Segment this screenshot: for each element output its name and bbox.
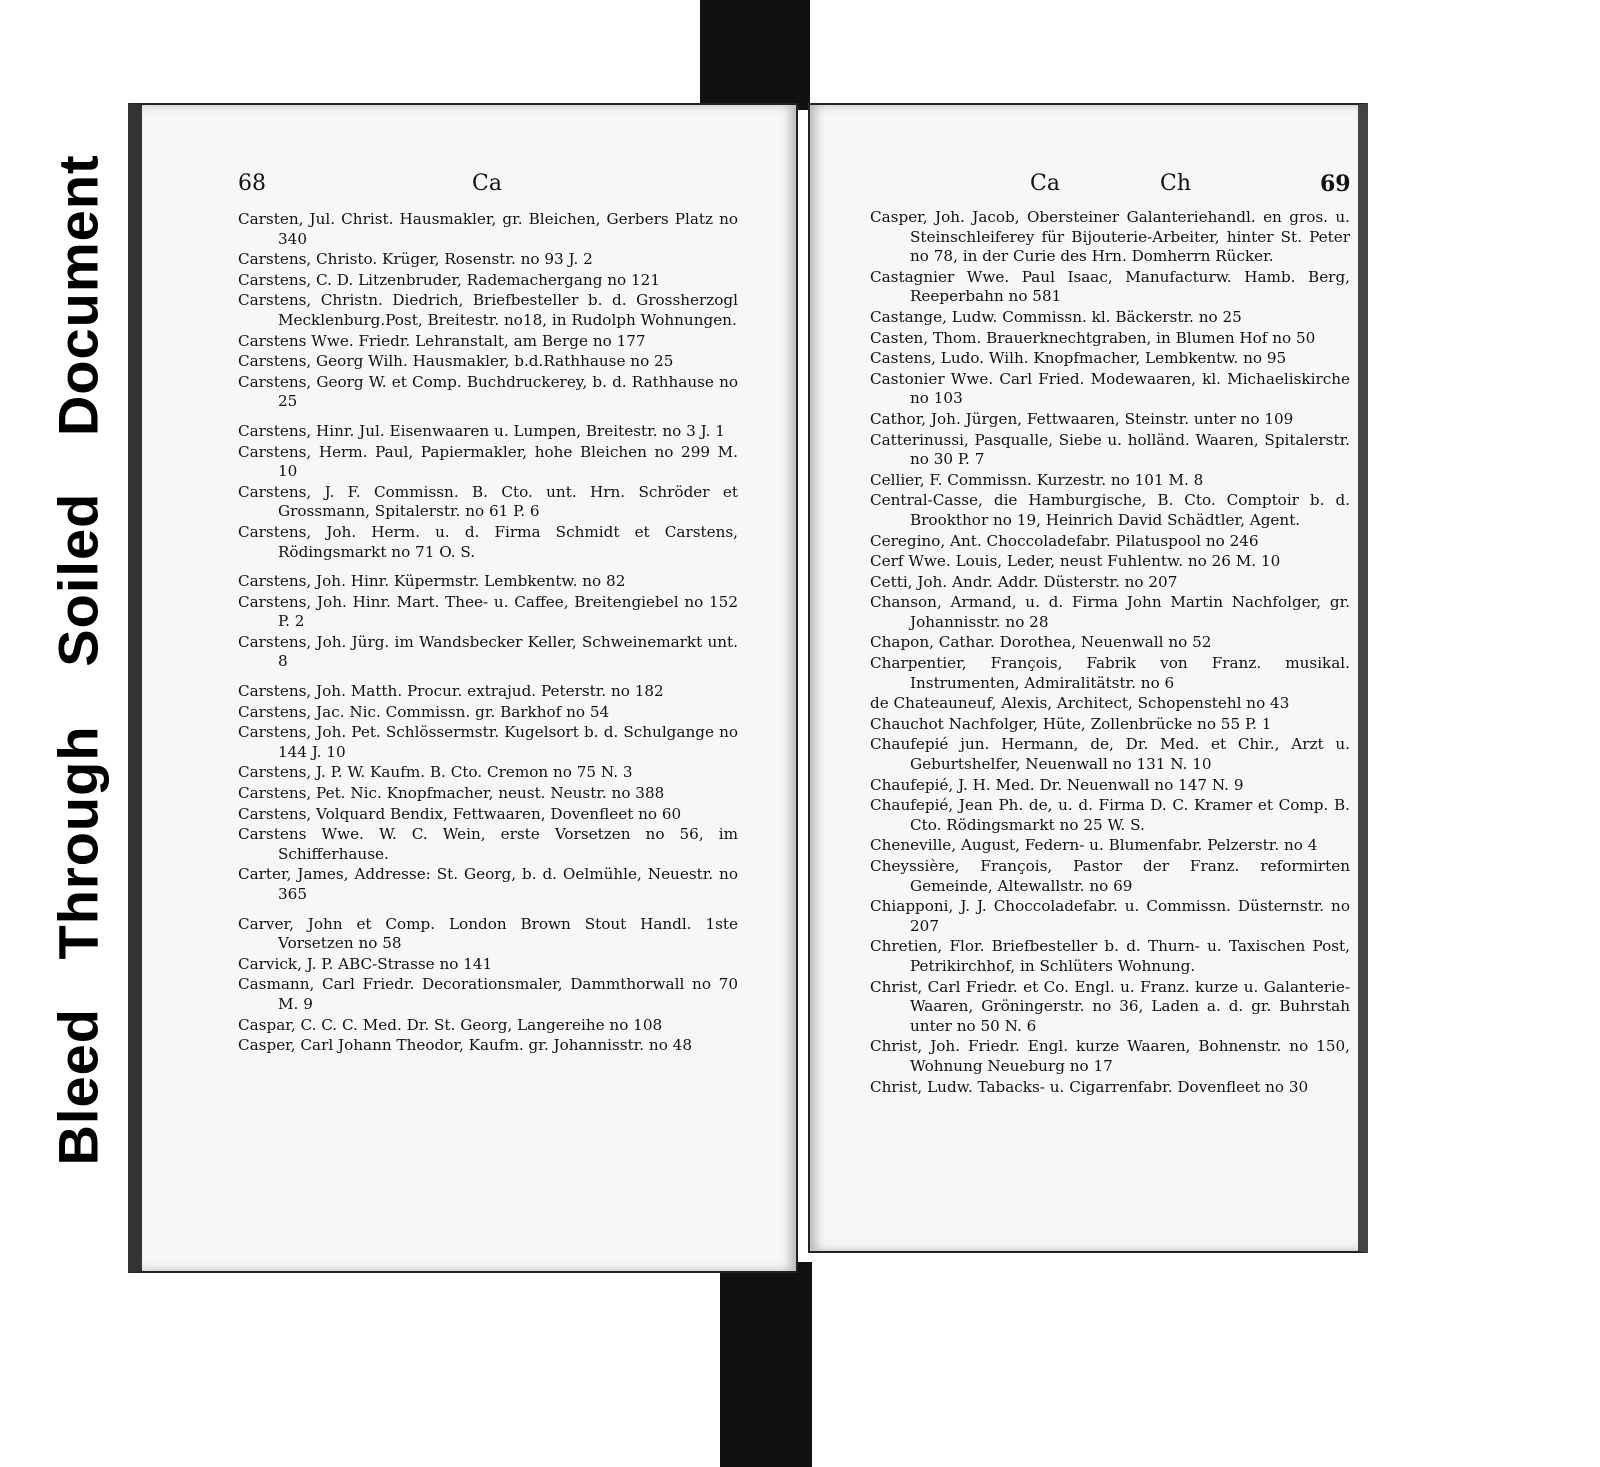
directory-entry: Chretien, Flor. Briefbesteller b. d. Thurn- u. Taxischen Post, Petrikirchhof, in Schlüters Wohnung.	[870, 937, 1350, 975]
directory-entry: Carstens, J. P. W. Kaufm. B. Cto. Cremon no 75 N. 3	[238, 763, 633, 782]
directory-entry: Caspar, C. C. C. Med. Dr. St. Georg, Langereihe no 108	[238, 1015, 663, 1034]
directory-entry: Carstens, Christn. Diedrich, Briefbesteller b. d. Grossherzogl Mecklenburg.Post, Breitestr. no18, in Rudolph Wohnungen.	[238, 291, 738, 329]
directory-entry: Carstens, Volquard Bendix, Fettwaaren, Dovenfleet no 60	[238, 804, 682, 823]
directory-entry: Christ, Carl Friedr. et Co. Engl. u. Franz. kurze u. Galanterie-Waaren, Gröningerstr. no 36, Laden a. d. gr. Buhrstah unter no 50 N. 6	[870, 977, 1350, 1035]
binding-strip-bottom	[720, 1262, 812, 1467]
right-entry-list	[870, 208, 1350, 1098]
directory-entry: Castonier Wwe. Carl Fried. Modewaaren, kl. Michaeliskirche no 103	[870, 369, 1350, 408]
soiled-document-label: Soiled Document	[46, 150, 110, 670]
directory-entry: Carstens, Joh. Hinr. Küpermstr. Lembkentw. no 82	[238, 572, 626, 591]
directory-entry: Cathor, Joh. Jürgen, Fettwaaren, Steinstr. unter no 109	[870, 409, 1294, 428]
directory-entry: Carstens, Hinr. Jul. Eisenwaaren u. Lumpen, Breitestr. no 3 J. 1	[238, 421, 725, 440]
bleed-through-label: Bleed Through	[46, 712, 110, 1178]
left-page-heading: Ca	[472, 171, 502, 196]
directory-entry: Carstens, Joh. Pet. Schlössermstr. Kugelsort b. d. Schulgange no 144 J. 10	[238, 723, 738, 761]
directory-entry: Cetti, Joh. Andr. Addr. Düsterstr. no 207	[870, 572, 1178, 591]
directory-entry: Cerf Wwe. Louis, Leder, neust Fuhlentw. no 26 M. 10	[870, 552, 1281, 571]
directory-entry: Casmann, Carl Friedr. Decorationsmaler, Dammthorwall no 70 M. 9	[238, 975, 738, 1013]
directory-entry: Carstens, Pet. Nic. Knopfmacher, neust. Neustr. no 388	[238, 784, 665, 803]
directory-entry: Christ, Ludw. Tabacks- u. Cigarrenfabr. Dovenfleet no 30	[870, 1077, 1309, 1096]
directory-entry: Cheneville, August, Federn- u. Blumenfabr. Pelzerstr. no 4	[870, 836, 1318, 855]
open-book	[128, 103, 1364, 1275]
directory-entry: Chaufepié, J. H. Med. Dr. Neuenwall no 147 N. 9	[870, 775, 1244, 794]
directory-entry: Carvick, J. P. ABC-Strasse no 141	[238, 954, 493, 973]
left-page	[128, 103, 798, 1273]
binding-strip-top	[700, 0, 810, 110]
directory-entry: Chaufepié, Jean Ph. de, u. d. Firma D. C. Kramer et Comp. B. Cto. Rödingsmarkt no 25 W. S.	[870, 796, 1350, 834]
directory-entry: Chanson, Armand, u. d. Firma John Martin Nachfolger, gr. Johannisstr. no 28	[870, 593, 1350, 631]
directory-entry: Cheyssière, François, Pastor der Franz. reformirten Gemeinde, Altewallstr. no 69	[870, 857, 1350, 895]
right-page	[808, 103, 1368, 1253]
right-page-heading-ca: Ca	[1030, 171, 1060, 196]
directory-entry: Chiapponi, J. J. Choccoladefabr. u. Commissn. Düsternstr. no 207	[870, 897, 1350, 935]
directory-entry: Carstens, Christo. Krüger, Rosenstr. no 93 J. 2	[238, 250, 593, 269]
directory-entry: Casper, Joh. Jacob, Obersteiner Galanteriehandl. en gros. u. Steinschleiferey für Bijouterie-Arbeiter, hinter St. Peter no 78, in der Curie des Hrn. Domherrn Rücker.	[870, 208, 1350, 266]
directory-entry: Christ, Joh. Friedr. Engl. kurze Waaren, Bohnenstr. no 150, Wohnung Neueburg no 17	[870, 1037, 1350, 1075]
directory-entry: Carter, James, Addresse: St. Georg, b. d. Oelmühle, Neuestr. no 365	[238, 865, 738, 903]
directory-entry: Carstens, Georg W. et Comp. Buchdruckerey, b. d. Rathhause no 25	[238, 372, 738, 411]
directory-entry: Carstens Wwe. W. C. Wein, erste Vorsetzen no 56, im Schifferhause.	[238, 825, 738, 863]
directory-entry: Charpentier, François, Fabrik von Franz. musikal. Instrumenten, Admiralitätstr. no 6	[870, 654, 1350, 692]
directory-entry: Carstens, Jac. Nic. Commissn. gr. Barkhof no 54	[238, 702, 610, 721]
directory-entry: Ceregino, Ant. Choccoladefabr. Pilatuspool no 246	[870, 531, 1259, 550]
directory-entry: Catterinussi, Pasqualle, Siebe u. holländ. Waaren, Spitalerstr. no 30 P. 7	[870, 430, 1350, 469]
directory-entry: Carstens, Joh. Matth. Procur. extrajud. Peterstr. no 182	[238, 682, 664, 701]
directory-entry: Carstens, Joh. Jürg. im Wandsbecker Keller, Schweinemarkt unt. 8	[238, 632, 738, 671]
directory-entry: Carstens, J. F. Commissn. B. Cto. unt. Hrn. Schröder et Grossmann, Spitalerstr. no 61 P. 6	[238, 482, 738, 521]
directory-entry: Casper, Carl Johann Theodor, Kaufm. gr. Johannisstr. no 48	[238, 1036, 692, 1055]
directory-entry: Chapon, Cathar. Dorothea, Neuenwall no 52	[870, 633, 1212, 652]
directory-entry: Chauchot Nachfolger, Hüte, Zollenbrücke no 55 P. 1	[870, 714, 1272, 733]
directory-entry: Carstens, Joh. Herm. u. d. Firma Schmidt et Carstens, Rödingsmarkt no 71 O. S.	[238, 522, 738, 561]
directory-entry: Carstens, Georg Wilh. Hausmakler, b.d.Rathhause no 25	[238, 352, 674, 371]
directory-entry: Castagnier Wwe. Paul Isaac, Manufacturw. Hamb. Berg, Reeperbahn no 581	[870, 267, 1350, 306]
directory-entry: Carstens, Joh. Hinr. Mart. Thee- u. Caffee, Breitengiebel no 152 P. 2	[238, 592, 738, 631]
directory-entry: Chaufepié jun. Hermann, de, Dr. Med. et Chir., Arzt u. Geburtshelfer, Neuenwall no 131 N. 10	[870, 735, 1350, 774]
directory-entry: Castange, Ludw. Commissn. kl. Bäckerstr. no 25	[870, 307, 1242, 326]
directory-entry: Carstens Wwe. Friedr. Lehranstalt, am Berge no 177	[238, 331, 646, 350]
right-page-number: 69	[1320, 171, 1351, 197]
directory-entry: Cellier, F. Commissn. Kurzestr. no 101 M. 8	[870, 470, 1204, 489]
directory-entry: Carstens, C. D. Litzenbruder, Rademachergang no 121	[238, 270, 660, 289]
directory-entry: Casten, Thom. Brauerknechtgraben, in Blumen Hof no 50	[870, 328, 1316, 347]
directory-entry: Carver, John et Comp. London Brown Stout Handl. 1ste Vorsetzen no 58	[238, 914, 738, 953]
right-page-heading-ch: Ch	[1160, 171, 1192, 196]
left-page-number: 68	[238, 171, 266, 196]
left-entry-list	[238, 210, 738, 1057]
directory-entry: Central-Casse, die Hamburgische, B. Cto. Comptoir b. d. Brookthor no 19, Heinrich David Schädtler, Agent.	[870, 491, 1350, 529]
directory-entry: Castens, Ludo. Wilh. Knopfmacher, Lembkentw. no 95	[870, 349, 1287, 368]
directory-entry: Carstens, Herm. Paul, Papiermakler, hohe Bleichen no 299 M. 10	[238, 442, 738, 481]
directory-entry: Carsten, Jul. Christ. Hausmakler, gr. Bleichen, Gerbers Platz no 340	[238, 210, 738, 248]
directory-entry: de Chateauneuf, Alexis, Architect, Schopenstehl no 43	[870, 694, 1290, 713]
